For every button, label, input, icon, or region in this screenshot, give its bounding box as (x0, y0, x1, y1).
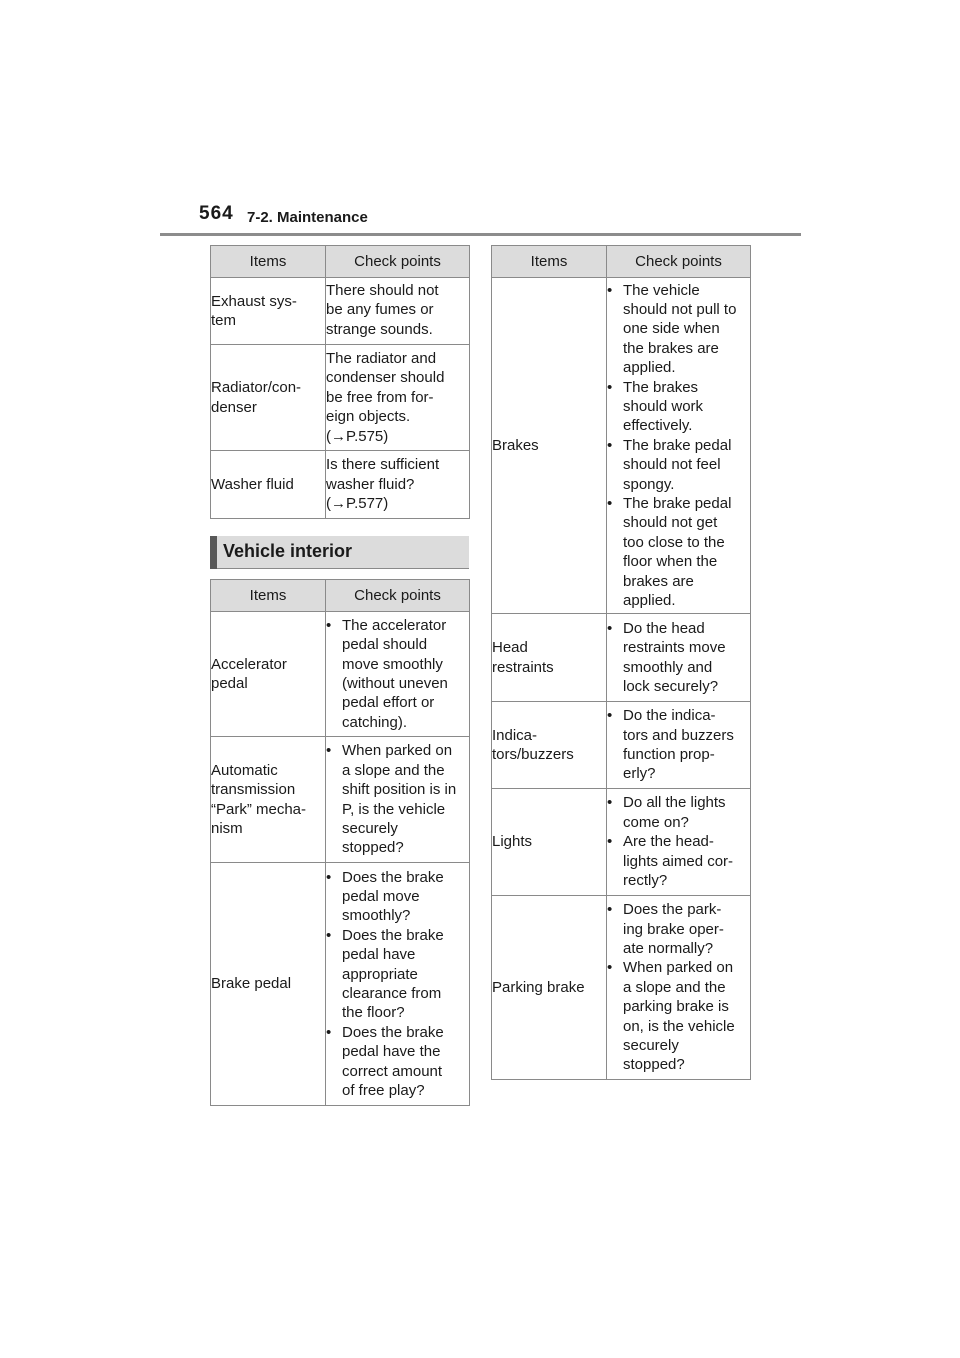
item-washer-fluid: Washer fluid (211, 475, 294, 493)
item-exhaust-system: Exhaust sys- tem (211, 292, 297, 329)
item-head-restraints: Head restraints (492, 639, 554, 676)
interior-check-table (210, 579, 470, 1106)
table-row (492, 702, 751, 789)
item-accelerator-pedal: Accelerator pedal (211, 655, 287, 692)
check-washer-fluid: Is there sufficient washer fluid? (→P.577) (326, 456, 440, 513)
check-list (607, 793, 750, 890)
check-bullet: • The brakes should work effectively. (607, 378, 750, 436)
vehicle-interior-heading (210, 536, 469, 569)
item-indicators-buzzers: Indica- tors/buzzers (492, 726, 574, 763)
check-list (326, 868, 469, 1101)
check-bullet: • When parked on a slope and the parking brake is on, is the vehicle securely stopped? (607, 958, 750, 1074)
check-cell (326, 863, 470, 1106)
col-header-items: Items (211, 246, 326, 278)
check-list (326, 741, 469, 857)
vehicle-interior-title: Vehicle interior (223, 541, 353, 561)
check-cell (326, 451, 470, 519)
check-cell (326, 345, 470, 451)
item-cell (211, 863, 326, 1106)
check-exhaust-system: There should not be any fumes or strange sounds. (326, 282, 439, 338)
item-cell (211, 612, 326, 737)
table-row (211, 863, 470, 1106)
item-automatic-transmission-park: Automatic transmission “Park” mecha- nism (211, 761, 307, 837)
item-cell (492, 789, 607, 896)
item-lights: Lights (492, 833, 533, 851)
col-header-check-points: Check points (607, 246, 751, 278)
item-brakes: Brakes (492, 436, 539, 454)
check-cell (326, 612, 470, 737)
item-radiator-condenser: Radiator/con- denser (211, 379, 302, 416)
page-header (199, 200, 801, 234)
check-bullet: • Does the park- ing brake oper- ate normally? (607, 900, 750, 958)
col-header-check-points: Check points (326, 246, 470, 278)
check-bullet: • The accelerator pedal should move smoothly (without uneven pedal effort or catching). (326, 616, 469, 732)
check-cell (326, 278, 470, 345)
header-rule (160, 233, 801, 236)
item-brake-pedal: Brake pedal (211, 975, 292, 993)
table-row (492, 278, 751, 614)
check-bullet: • Do the head restraints move smoothly and lock securely? (607, 619, 750, 697)
col-header-check-points: Check points (326, 580, 470, 612)
check-list (607, 900, 750, 1075)
check-list (607, 706, 750, 784)
item-cell (492, 896, 607, 1080)
item-cell (492, 278, 607, 614)
exterior-check-table (210, 245, 470, 519)
table-row (211, 278, 470, 345)
check-list (326, 616, 469, 732)
check-cell (607, 896, 751, 1080)
col-header-items: Items (492, 246, 607, 278)
table-header-row (211, 580, 470, 612)
table-row (492, 614, 751, 702)
check-bullet: • Are the head- lights aimed cor- rectly? (607, 832, 750, 890)
col-header-items: Items (211, 580, 326, 612)
heading-accent-bar (210, 536, 217, 569)
check-cell (326, 737, 470, 863)
item-cell (211, 278, 326, 345)
check-cell (607, 789, 751, 896)
check-bullet: • Do all the lights come on? (607, 793, 750, 832)
table-row (211, 451, 470, 519)
check-bullet: • Does the brake pedal move smoothly? (326, 868, 469, 926)
check-radiator-condenser: The radiator and condenser should be free from for- eign objects. (→P.575) (326, 349, 445, 445)
check-bullet: • The vehicle should not pull to one side when the brakes are applied. (607, 281, 750, 378)
check-bullet: • The brake pedal should not get too close to the floor when the brakes are applied. (607, 494, 750, 610)
table-row (492, 896, 751, 1080)
table-header-row (211, 246, 470, 278)
item-parking-brake: Parking brake (492, 978, 585, 996)
item-cell (211, 345, 326, 451)
item-cell (211, 737, 326, 863)
table-row (211, 345, 470, 451)
check-bullet: • Does the brake pedal have the correct amount of free play? (326, 1023, 469, 1101)
check-bullet: • The brake pedal should not feel spongy. (607, 436, 750, 494)
check-list (607, 281, 750, 611)
item-cell (211, 451, 326, 519)
table-row (211, 612, 470, 737)
section-title: 7-2. Maintenance (247, 209, 368, 226)
interior-check-table-continued (491, 245, 751, 1080)
item-cell (492, 702, 607, 789)
page-number: 564 (199, 203, 234, 224)
table-row (492, 789, 751, 896)
check-bullet: • When parked on a slope and the shift position is in P, is the vehicle securely stopped? (326, 741, 469, 857)
item-cell (492, 614, 607, 702)
check-cell (607, 702, 751, 789)
check-cell (607, 278, 751, 614)
table-row (211, 737, 470, 863)
table-header-row (492, 246, 751, 278)
check-cell (607, 614, 751, 702)
check-list (607, 619, 750, 697)
check-bullet: • Do the indica- tors and buzzers function prop- erly? (607, 706, 750, 784)
check-bullet: • Does the brake pedal have appropriate clearance from the floor? (326, 926, 469, 1023)
